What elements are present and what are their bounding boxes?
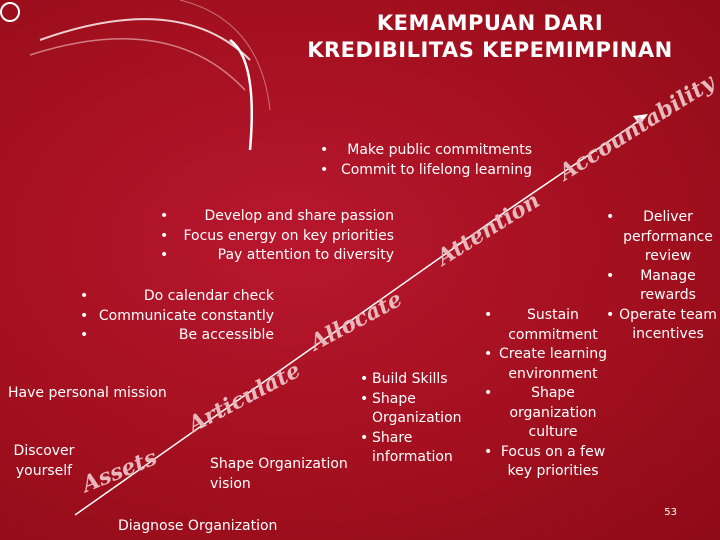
list-item: • Pay attention to diversity <box>160 246 394 266</box>
title-line-2: KREDIBILITAS KEPEMIMPINAN <box>307 38 673 62</box>
diagnose-organization-text: Diagnose Organization <box>118 518 278 534</box>
list-item: • Operate team incentives <box>606 306 718 345</box>
list-item: • Create learning environment <box>484 345 610 384</box>
shape-vision-text: Shape Organization vision <box>210 456 348 492</box>
stair-word-attention: Attention <box>432 187 545 271</box>
list-item: • Sustain commitment <box>484 306 610 345</box>
list-item: • Be accessible <box>80 326 274 346</box>
list-item: • Communicate constantly <box>80 307 274 327</box>
list-item: • Do calendar check <box>80 287 274 307</box>
personal-mission-text: Have personal mission <box>8 385 167 401</box>
deliver-list <box>606 208 718 345</box>
sustain-list <box>484 306 610 482</box>
stair-word-assets: Assets <box>78 444 161 498</box>
stair-word-articulate: Articulate <box>183 357 305 438</box>
list-item: • Make public commitments <box>320 141 532 161</box>
list-item: • Build Skills <box>360 370 470 390</box>
list-item: • Manage rewards <box>606 267 718 306</box>
accountability-list <box>320 141 532 180</box>
attention-list <box>160 207 394 266</box>
list-item: • Commit to lifelong learning <box>320 161 532 181</box>
build-skills-list <box>360 370 470 468</box>
list-item: • Shape organization culture <box>484 384 610 443</box>
allocate-list <box>80 287 274 346</box>
title-line-1: KEMAMPUAN DARI <box>376 11 604 35</box>
page-number: 53 <box>664 507 677 518</box>
list-item: • Focus energy on key priorities <box>160 227 394 247</box>
stair-word-accountability: Accountability <box>554 69 720 186</box>
list-item: • Share information <box>360 429 470 468</box>
list-item: • Focus on a few key priorities <box>484 443 610 482</box>
stair-word-allocate: Allocate <box>305 285 407 356</box>
discover-yourself-text: Discover yourself <box>13 443 75 479</box>
list-item: • Develop and share passion <box>160 207 394 227</box>
list-item: • Deliver performance review <box>606 208 718 267</box>
list-item: • Shape Organization <box>360 390 470 429</box>
